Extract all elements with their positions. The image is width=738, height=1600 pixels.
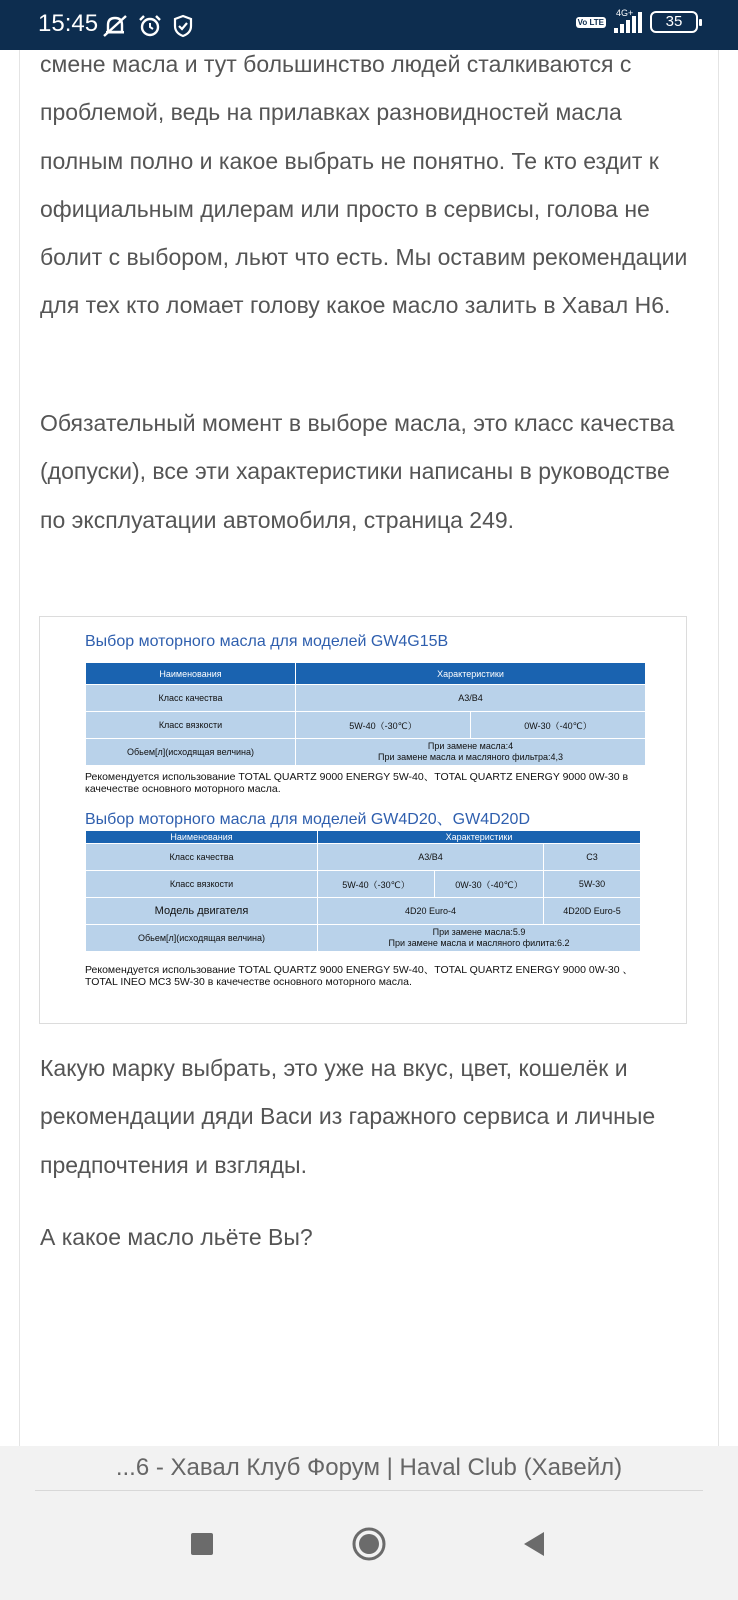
circle-icon bbox=[351, 1526, 387, 1562]
oil-spec-image[interactable] bbox=[39, 616, 687, 1024]
table-cell-volume bbox=[296, 739, 646, 766]
status-right bbox=[576, 8, 698, 33]
table-cell: 0W-30（-40℃） bbox=[471, 712, 646, 739]
table-header: Характеристики bbox=[318, 831, 641, 844]
table-cell: Обьем[л](исходящая велчина) bbox=[86, 925, 318, 952]
table-header: Наименования bbox=[86, 831, 318, 844]
navigation-bar bbox=[0, 1492, 738, 1600]
table-cell: Обьем[л](исходящая велчина) bbox=[86, 739, 296, 766]
table-cell: Класс вязкости bbox=[86, 871, 318, 898]
signal-icon bbox=[614, 8, 642, 33]
table-cell: 5W-30 bbox=[544, 871, 641, 898]
table-cell: Класс качества bbox=[86, 844, 318, 871]
volume-line: При замене масла:5.9 bbox=[432, 927, 526, 937]
status-icons bbox=[102, 14, 194, 38]
article-paragraph: смене масла и тут большинство людей сталкиваются с проблемой, ведь на прилавках разновидностей масла полным полно и какое выбрать не понятно. Те кто ездит к официальным дилерам или просто в сервисы, голова не болит с выбором, льют что есть. Мы оставим рекомендации для тех кто ломает голову какое масло залить в Хавал Н6. bbox=[40, 51, 688, 319]
alarm-icon bbox=[138, 14, 162, 38]
recents-button[interactable] bbox=[174, 1516, 230, 1572]
table-cell-volume bbox=[318, 925, 641, 952]
table-cell: 0W-30（-40℃） bbox=[435, 871, 544, 898]
volte-icon: Vo LTE bbox=[577, 17, 604, 27]
page-title-url[interactable]: ...6 - Хавал Клуб Форум | Haval Club (Хавейл) bbox=[115, 1454, 623, 1481]
table-cell: Модель двигателя bbox=[86, 898, 318, 925]
article-paragraph: Какую марку выбрать, это уже на вкус, цвет, кошелёк и рекомендации дяди Васи из гаражного сервиса и личные предпочтения и взгляды. bbox=[40, 1055, 656, 1178]
oil-spec-table-gw4g15b bbox=[85, 662, 646, 766]
table2-note: Рекомендуется использование TOTAL QUARTZ 9000 ENERGY 5W-40、TOTAL QUARTZ ENERGY 9000 0W-30 、TOTAL INEO MC3 5W-30 в качечестве основного моторного масла. bbox=[85, 964, 634, 988]
oil-spec-table-gw4d20 bbox=[85, 830, 641, 952]
table1-title: Выбор моторного масла для моделей GW4G15B bbox=[85, 633, 449, 650]
status-bar bbox=[0, 0, 738, 50]
table-header: Наименования bbox=[86, 663, 296, 685]
back-triangle-icon bbox=[522, 1531, 546, 1557]
browser-url-bar[interactable] bbox=[0, 1446, 738, 1492]
table-cell: C3 bbox=[544, 844, 641, 871]
shield-check-icon bbox=[172, 14, 194, 38]
back-button[interactable] bbox=[506, 1516, 562, 1572]
table-cell: 4D20D Euro-5 bbox=[544, 898, 641, 925]
volume-line: При замене масла:4 bbox=[427, 741, 514, 751]
table-cell: 5W-40（-30℃） bbox=[318, 871, 435, 898]
battery-icon bbox=[650, 11, 698, 33]
table-header: Характеристики bbox=[296, 663, 646, 685]
table-cell: A3/B4 bbox=[296, 685, 646, 712]
table2-title: Выбор моторного масла для моделей GW4D20、GW4D20D bbox=[85, 811, 531, 828]
article-content bbox=[19, 50, 719, 1446]
table-cell: 4D20 Euro-4 bbox=[318, 898, 544, 925]
square-icon bbox=[190, 1532, 214, 1556]
volume-line: При замене масла и масляного фильтра:4,3 bbox=[378, 752, 563, 762]
status-time: 15:45 bbox=[38, 10, 99, 37]
divider bbox=[35, 1490, 703, 1491]
table1-note: Рекомендуется использование TOTAL QUARTZ 9000 ENERGY 5W-40、TOTAL QUARTZ ENERGY 9000 0W-30 в качечестве основного моторного масла. bbox=[85, 771, 629, 795]
table-cell: Класс вязкости bbox=[86, 712, 296, 739]
table-cell: Класс качества bbox=[86, 685, 296, 712]
article-paragraph: Обязательный момент в выборе масла, это класс качества (допуски), все эти характеристики написаны в руководстве по эксплуатации автомобиля, страница 249. bbox=[40, 410, 675, 533]
home-button[interactable] bbox=[341, 1516, 397, 1572]
battery-level: 35 bbox=[665, 13, 683, 30]
network-type: 4G+ bbox=[616, 8, 634, 18]
table-cell: 5W-40（-30℃） bbox=[296, 712, 471, 739]
table-cell: A3/B4 bbox=[318, 844, 544, 871]
article-paragraph: А какое масло льёте Вы? bbox=[40, 1224, 313, 1250]
volume-line: При замене масла и масляного филита:6.2 bbox=[388, 938, 570, 948]
do-not-disturb-off-icon bbox=[102, 14, 128, 38]
